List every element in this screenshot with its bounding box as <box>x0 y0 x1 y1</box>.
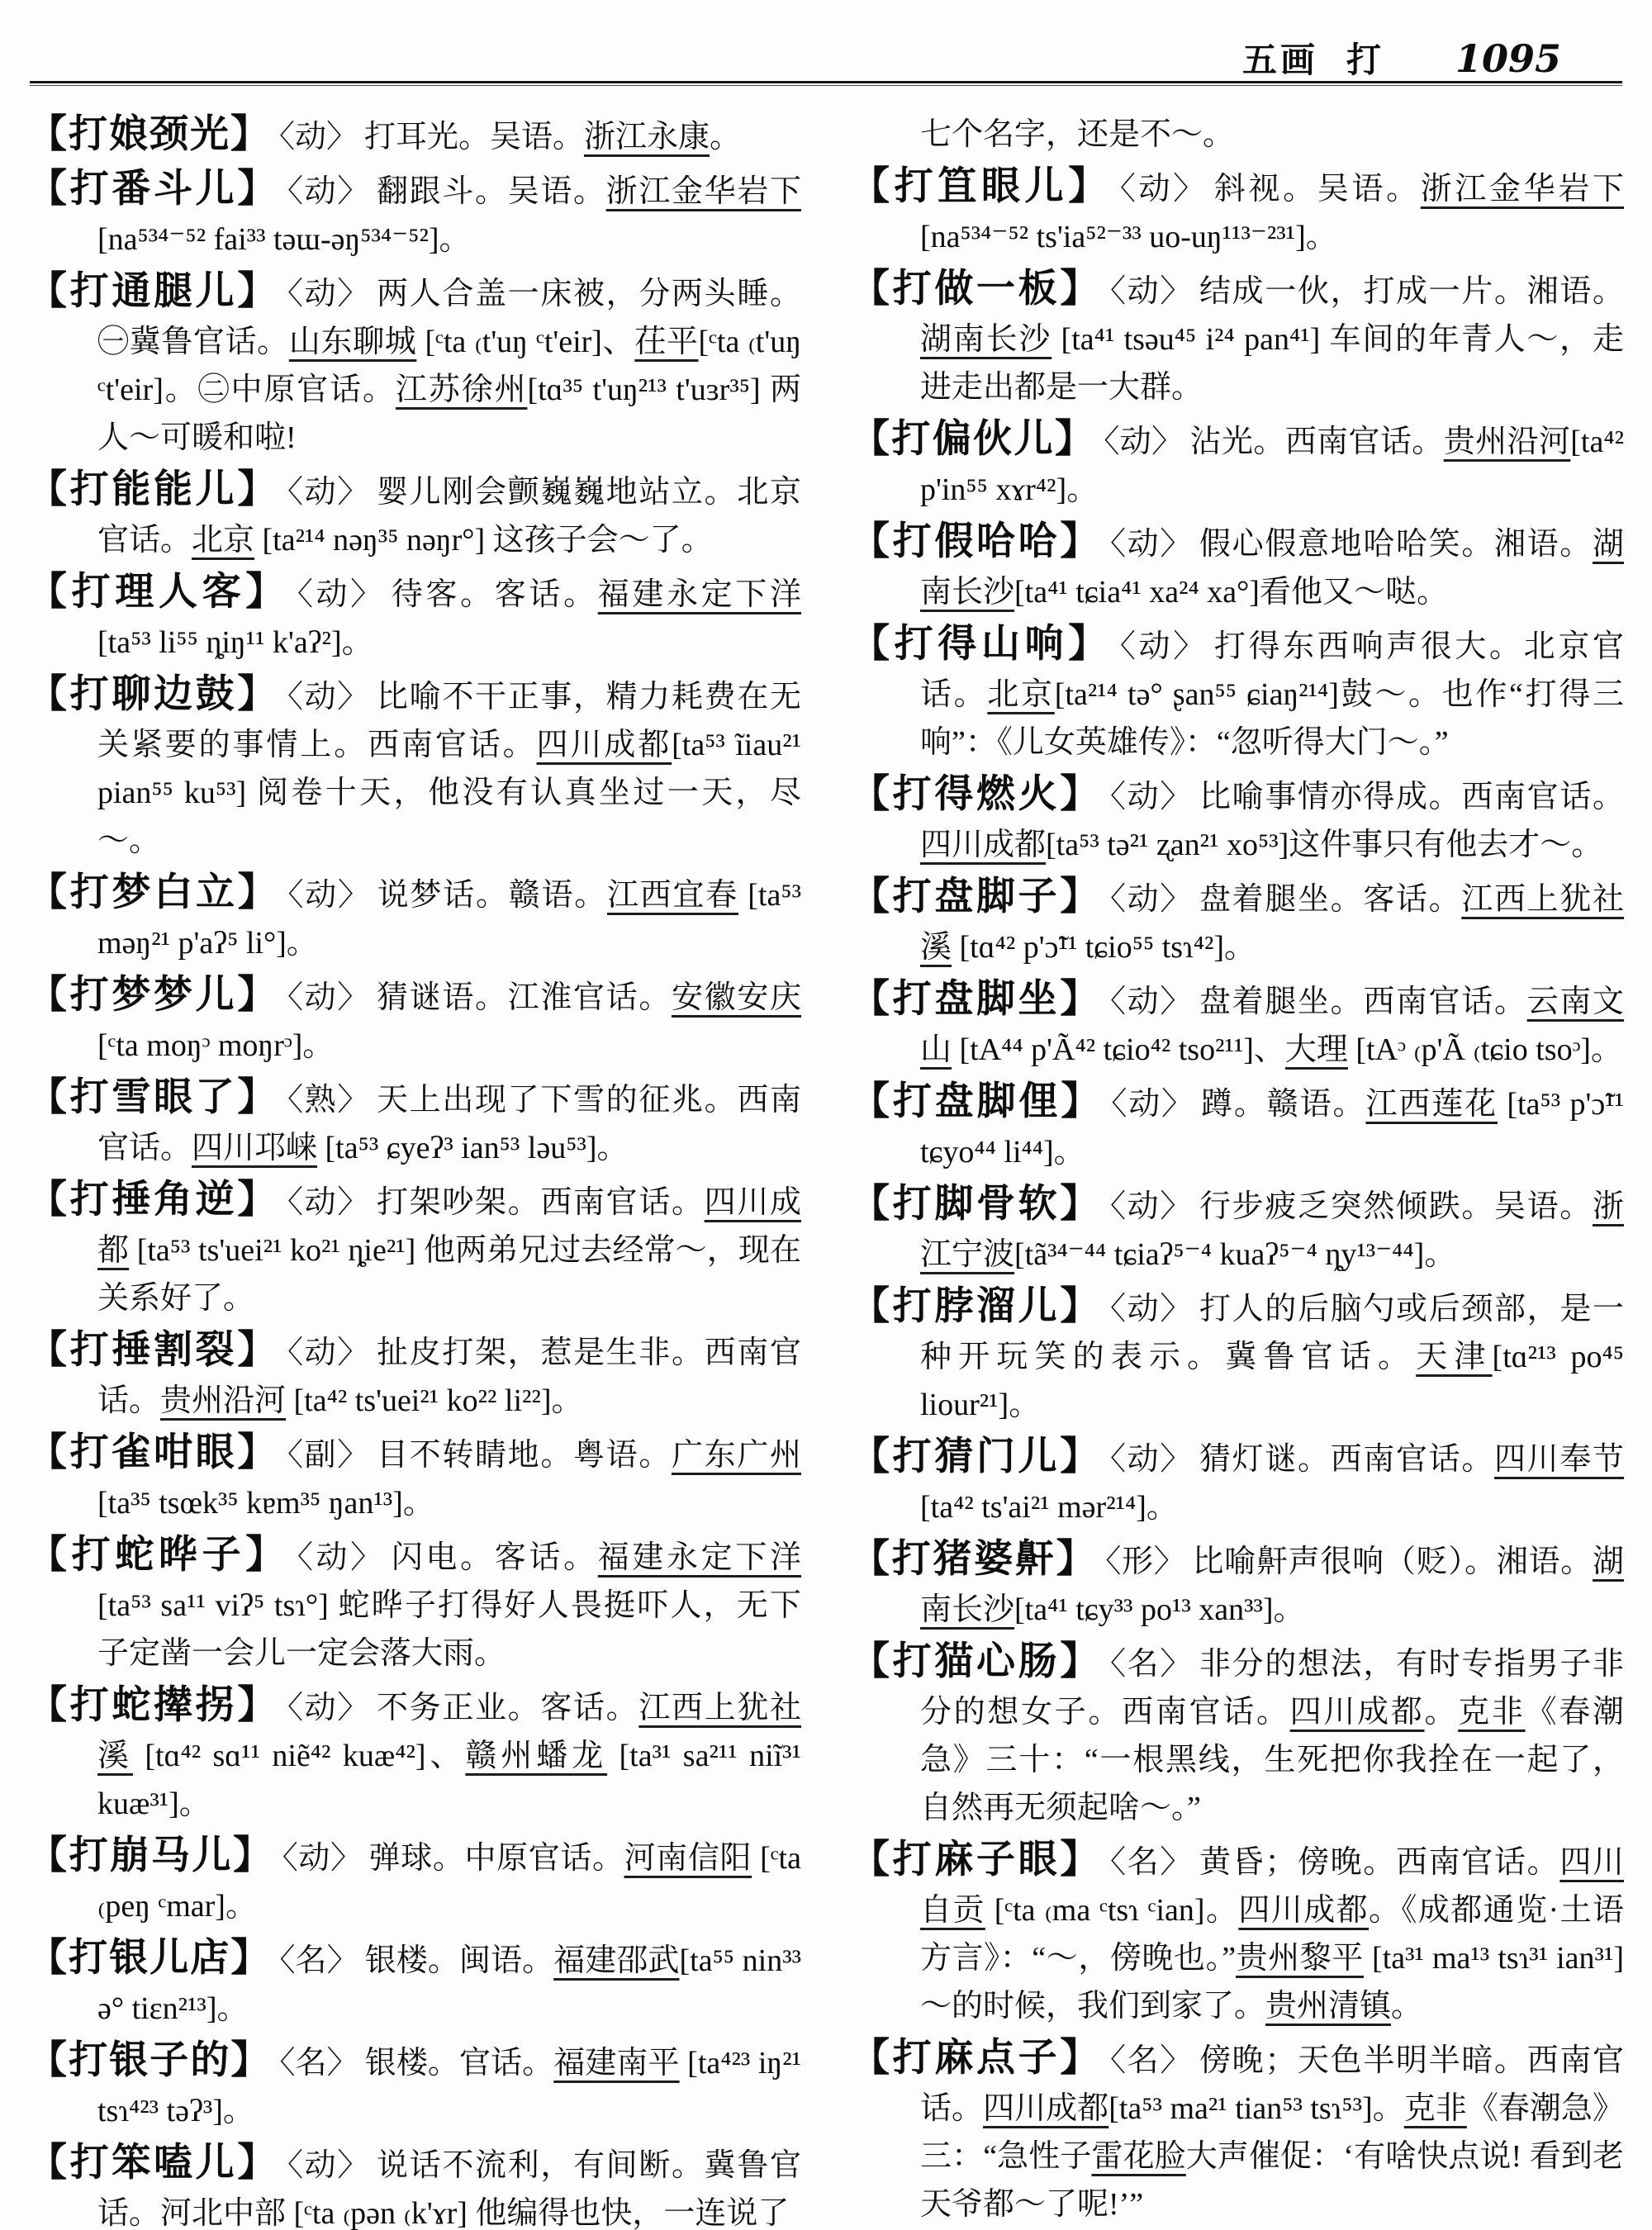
place-name: 茌平 <box>634 325 699 359</box>
entry-text-run: 比喻事情亦得成。西南官话。 <box>1199 780 1624 814</box>
part-of-speech-label: 〈动〉 <box>1119 172 1208 206</box>
entry-text-run: [ᶜta ₍ma ᶜtsɿ ᶜian]。 <box>985 1893 1239 1928</box>
dictionary-entry <box>28 268 801 462</box>
part-of-speech-label: 〈动〉 <box>1110 882 1193 917</box>
entry-text-run: 比喻鼾声很响（贬）。湘语。 <box>1192 1544 1593 1579</box>
section-label: 五画 <box>1241 42 1318 80</box>
entry-text-run: 蹲。赣语。 <box>1201 1087 1366 1122</box>
part-of-speech-label: 〈动〉 <box>1110 527 1193 562</box>
entry-headword: 【打蛇晔子】 <box>28 1534 289 1577</box>
place-name: 浙江金华岩下 <box>1420 172 1624 206</box>
entry-headword: 【打盘脚坐】 <box>851 978 1102 1021</box>
entry-text-run: 。《成都通览·土语方言》：“～，傍晚也。” <box>920 1893 1624 1976</box>
place-name: 大理 <box>1284 1032 1348 1067</box>
entry-text-run: [tã³⁴⁻⁴⁴ tɕiaʔ⁵⁻⁴ kuaʔ⁵⁻⁴ ȵy¹³⁻⁴⁴]。 <box>1014 1237 1456 1272</box>
right-column <box>851 111 1624 2230</box>
entry-text-run: 说话不流利，有间断。冀鲁官话。 <box>97 2148 801 2230</box>
part-of-speech-label: 〈动〉 <box>287 2148 370 2183</box>
part-of-speech-label: 〈动〉 <box>1119 629 1208 664</box>
entry-text-run: [ᶜta moŋᵓ moŋrᵓ]。 <box>97 1028 335 1063</box>
dictionary-entry <box>28 2037 801 2135</box>
running-head <box>1242 33 1561 83</box>
dictionary-entry <box>851 1283 1624 1429</box>
part-of-speech-label: 〈动〉 <box>287 1336 370 1370</box>
entry-headword: 【打盘脚俚】 <box>851 1080 1104 1123</box>
dictionary-entry <box>28 568 801 667</box>
entry-text-run: [ta⁴¹ tɕy³³ po¹³ xan³³]。 <box>1014 1592 1305 1627</box>
entry-text-run: 。 <box>710 120 742 154</box>
dictionary-entry <box>28 466 801 564</box>
entry-text-run: 打耳光。吴语。 <box>364 120 585 154</box>
dictionary-entry <box>28 869 801 967</box>
place-name: 四川奉节 <box>1493 1442 1624 1477</box>
entry-text-run: 非分的想法，有时专指男子非分的想女子。西南官话。 <box>920 1647 1624 1729</box>
entry-headword: 【打番斗儿】 <box>28 168 279 211</box>
entry-text-run: [ta⁵³ tə²¹ ʐan²¹ xo⁵³]这件事只有他去才～。 <box>1046 828 1603 862</box>
dictionary-entry <box>28 971 801 1070</box>
dictionary-entry <box>28 1074 801 1172</box>
part-of-speech-label: 〈动〉 <box>287 1691 370 1725</box>
dictionary-columns <box>28 111 1624 2230</box>
dictionary-entry <box>851 265 1624 411</box>
part-of-speech-label: 〈动〉 <box>287 1185 370 1220</box>
place-name: 江西上犹社溪 <box>97 1691 801 1773</box>
place-name: 克非 <box>1403 2091 1467 2126</box>
dictionary-entry <box>28 671 801 865</box>
dictionary-entry <box>28 1531 801 1677</box>
entry-headword: 【打猫心肠】 <box>851 1640 1102 1683</box>
entry-text-run: 打得东西响声很大。北京官话。 <box>920 629 1624 712</box>
entry-headword: 【打猪婆鼾】 <box>851 1538 1098 1581</box>
entry-text-run: 银楼。官话。 <box>364 2046 554 2081</box>
place-name: 四川成都 <box>920 828 1047 862</box>
entry-text-run: 目不转睛地。粤语。 <box>377 1438 672 1473</box>
place-name: 四川成都 <box>536 728 672 762</box>
entry-text-run: 黄昏；傍晚。西南官话。 <box>1199 1845 1560 1880</box>
entry-headword: 【打捶割裂】 <box>28 1329 279 1372</box>
place-name: 浙江永康 <box>584 120 710 154</box>
entry-headword: 【打麻点子】 <box>851 2037 1102 2080</box>
place-name: 贵州黎平 <box>1236 1941 1364 1976</box>
part-of-speech-label: 〈副〉 <box>287 1438 370 1473</box>
place-name: 四川邛崃 <box>192 1131 318 1165</box>
entry-text-run: [ta³¹ ma¹³ tsɿ³¹ ian³¹] ～的时候，我们到家了。 <box>920 1941 1624 2024</box>
entry-text-run: [ta³⁵ tsœk³⁵ kɐm³⁵ ŋan¹³]。 <box>97 1486 434 1521</box>
entry-text-run: 《春潮急》三：“急性子 <box>920 2091 1624 2174</box>
entry-text-run: [ta²¹⁴ tə° ʂan⁵⁵ ɕiaŋ²¹⁴]鼓～。也作“打得三响”：《儿女英雄传》：“忽听得大门～。” <box>920 677 1624 760</box>
entry-text-run: [ta⁵³ sa¹¹ viʔ⁵ tsɿ°] 蛇晔子打得好人畏挺吓人，无下子定凿一会儿一定会落大雨。 <box>97 1588 801 1671</box>
entry-continuation <box>851 111 1624 159</box>
dictionary-entry <box>28 165 801 263</box>
part-of-speech-label: 〈名〉 <box>1110 1647 1193 1682</box>
left-column <box>28 111 801 2230</box>
entry-text-run: [ta⁴¹ tɕia⁴¹ xa²⁴ xa°]看他又～哒。 <box>1014 575 1448 610</box>
place-name: 湖南长沙 <box>920 527 1624 610</box>
entry-text-run: 天上出现了下雪的征兆。西南官话。 <box>97 1083 801 1165</box>
entry-text-run: [ta⁵³ ma²¹ tian⁵³ tsɿ⁵³]。 <box>1108 2091 1404 2126</box>
entry-headword: 【打假哈哈】 <box>851 520 1102 563</box>
place-name: 四川成都 <box>97 1185 801 1268</box>
entry-text-run: [ᶜta ₍pən ₍k'ɤr] 他编得也快，一连说了 <box>286 2196 790 2230</box>
part-of-speech-label: 〈动〉 <box>1110 985 1193 1019</box>
entry-text-run: [ᶜta ₍t'uŋ ᶜt'eir]。㊁中原官话。 <box>97 325 801 407</box>
part-of-speech-label: 〈动〉 <box>1110 780 1193 814</box>
entry-text-run: [na⁵³⁴⁻⁵² ts'ia⁵²⁻³³ uo-uŋ¹¹³⁻²³¹]。 <box>920 220 1337 254</box>
part-of-speech-label: 〈动〉 <box>287 680 370 714</box>
place-name: 四川成都 <box>1289 1695 1425 1729</box>
entry-text-run: [ta⁴² ts'uei²¹ ko²² li²²]。 <box>286 1383 583 1418</box>
entry-text-run: [ta⁵³ ts'uei²¹ ko²¹ ȵie²¹] 他两弟兄过去经常～，现在关系好了。 <box>97 1233 801 1316</box>
part-of-speech-label: 〈动〉 <box>1111 1087 1194 1122</box>
place-name: 赣州蟠龙 <box>465 1739 608 1773</box>
entry-text-run: 弹球。中原官话。 <box>368 1841 624 1876</box>
part-of-speech-label: 〈动〉 <box>1110 274 1193 309</box>
dictionary-entry <box>851 2034 1624 2228</box>
dictionary-entry <box>851 1638 1624 1832</box>
dictionary-entry <box>28 1176 801 1322</box>
place-name: 天津 <box>1416 1340 1493 1374</box>
place-name: 广东广州 <box>671 1438 801 1473</box>
part-of-speech-label: 〈名〉 <box>279 2046 358 2081</box>
entry-text-run: [tA⁴⁴ p'Ã⁴² tɕio⁴² tso²¹¹]、 <box>952 1032 1285 1067</box>
entry-headword: 【打理人客】 <box>28 571 289 614</box>
entry-headword: 【打聊边鼓】 <box>28 673 279 716</box>
entry-text-run: 不务正业。客话。 <box>377 1691 639 1725</box>
place-name: 四川自贡 <box>920 1845 1624 1928</box>
place-name: 浙江金华岩下 <box>605 174 801 209</box>
entry-headword: 【打得燃火】 <box>851 773 1102 816</box>
entry-headword: 【打偏伙儿】 <box>851 418 1096 461</box>
entry-text-run: [ᶜta ₍peŋ ᶜmar]。 <box>97 1841 801 1924</box>
entry-text-run: [ta⁴² ts'ai²¹ mər²¹⁴]。 <box>920 1490 1178 1525</box>
entry-headword: 【打崩马儿】 <box>28 1834 274 1877</box>
entry-text-run: [ta³¹ sa²¹¹ niĩ³¹ kuæ³¹]。 <box>97 1739 801 1821</box>
entry-text-run: 猜灯谜。西南官话。 <box>1199 1442 1494 1477</box>
part-of-speech-label: 〈动〉 <box>1110 1189 1193 1224</box>
entry-text-run: 翻跟斗。吴语。 <box>377 174 606 209</box>
entry-text-run: 傍晚；天色半明半暗。西南官话。 <box>920 2043 1624 2126</box>
entry-text-run: [ᶜta ₍t'uŋ ᶜt'eir]、 <box>416 325 635 359</box>
entry-text-run: 假心假意地哈哈笑。湘语。 <box>1199 527 1593 562</box>
part-of-speech-label: 〈动〉 <box>297 577 385 612</box>
entry-text-run: 。 <box>1424 1695 1459 1729</box>
entry-headword: 【打捶角逆】 <box>28 1179 279 1222</box>
entry-headword: 【打雀咁眼】 <box>28 1431 279 1474</box>
place-name: 湖南长沙 <box>920 322 1052 357</box>
part-of-speech-label: 〈动〉 <box>1104 425 1184 459</box>
part-of-speech-label: 〈动〉 <box>287 475 370 510</box>
entry-text-run: [ta⁴² p'in⁵⁵ xɤr⁴²]。 <box>920 425 1624 507</box>
dictionary-entry <box>851 1836 1624 2030</box>
entry-headword: 【打脚骨软】 <box>851 1183 1102 1226</box>
place-name: 云南文山 <box>920 985 1624 1067</box>
dictionary-entry <box>851 163 1624 261</box>
entry-text-run: [ta⁴¹ tsəu⁴⁵ i²⁴ pan⁴¹] 车间的年青人～，走进走出都是一大群。 <box>920 322 1624 405</box>
entry-headword: 【打梦白立】 <box>28 871 280 914</box>
entry-headword: 【打蛇撵拐】 <box>28 1684 279 1727</box>
entry-text-run: 说梦话。赣语。 <box>377 878 607 913</box>
dictionary-entry <box>851 1180 1624 1279</box>
part-of-speech-label: 〈熟〉 <box>287 1083 370 1117</box>
place-name: 贵州沿河 <box>160 1383 287 1418</box>
entry-text-run: [tɑ²¹³ po⁴⁵ liour²¹]。 <box>920 1340 1624 1422</box>
entry-text-run: 猜谜语。江淮官话。 <box>377 980 672 1015</box>
entry-text-run: 待客。客话。 <box>391 577 598 612</box>
place-name: 浙江宁波 <box>920 1189 1624 1272</box>
entry-headword: 【打银儿店】 <box>28 1937 272 1980</box>
entry-headword: 【打笨嗑儿】 <box>28 2142 279 2185</box>
entry-text-run: 盘着腿坐。客话。 <box>1199 882 1462 917</box>
entry-headword: 【打娘颈光】 <box>28 113 271 156</box>
dictionary-entry <box>28 2139 801 2230</box>
dictionary-entry <box>851 415 1624 514</box>
place-name: 北京 <box>987 677 1055 712</box>
entry-text-run: [ta⁵³ ĩiau²¹ pian⁵⁵ ku⁵³] 阅卷十天，他没有认真坐过一天，尽～。 <box>97 728 801 858</box>
entry-headword: 【打脖溜儿】 <box>851 1285 1102 1328</box>
dictionary-entry <box>851 1433 1624 1531</box>
dictionary-entry <box>851 1535 1624 1634</box>
entry-text-run: [tɑ⁴² sɑ¹¹ niẽ⁴² kuæ⁴²]、 <box>132 1739 466 1773</box>
dictionary-entry <box>28 1429 801 1527</box>
entry-text-run: 沾光。西南官话。 <box>1189 425 1444 459</box>
entry-headword: 【打盘脚子】 <box>851 875 1102 918</box>
entry-text-run: [tɑ³⁵ t'uŋ²¹³ t'uɜr³⁵] 两人～可暖和啦! <box>97 372 801 455</box>
entry-text-run: [na⁵³⁴⁻⁵² fai³³ təɯ-əŋ⁵³⁴⁻⁵²]。 <box>97 222 471 257</box>
entry-text-run: [ta⁵³ li⁵⁵ ȵiŋ¹¹ k'aʔ²]。 <box>97 625 373 660</box>
place-name: 福建永定下洋 <box>597 577 801 612</box>
entry-text-run: 银楼。闽语。 <box>364 1943 554 1978</box>
place-name: 湖南长沙 <box>920 1544 1624 1627</box>
entry-headword: 【打通腿儿】 <box>28 270 279 313</box>
place-name: 江西宜春 <box>607 878 738 913</box>
entry-text-run: 行步疲乏突然倾跌。吴语。 <box>1199 1189 1593 1224</box>
entry-text-run: 打人的后脑勺或后颈部，是一种开玩笑的表示。冀鲁官话。 <box>920 1292 1624 1374</box>
entry-headword: 【打银子的】 <box>28 2039 272 2082</box>
entry-headword: 【打笡眼儿】 <box>851 165 1112 208</box>
part-of-speech-label: 〈动〉 <box>287 174 370 209</box>
part-of-speech-label: 〈名〉 <box>1110 1845 1193 1880</box>
place-name: 山东聊城 <box>288 325 417 359</box>
entry-headword: 【打猜门儿】 <box>851 1435 1102 1478</box>
entry-headword: 【打做一板】 <box>851 268 1102 311</box>
place-name: 江西莲花 <box>1365 1087 1498 1122</box>
entry-text-run: 结成一伙，打成一片。湘语。 <box>1199 274 1624 309</box>
entry-text-run: 两人合盖一床被，分两头睡。㊀冀鲁官话。 <box>97 277 801 359</box>
page-header <box>28 13 1624 81</box>
place-name: 河南信阳 <box>624 1841 752 1876</box>
part-of-speech-label: 〈形〉 <box>1105 1544 1186 1579</box>
part-of-speech-label: 〈动〉 <box>287 878 371 913</box>
place-name: 福建永定下洋 <box>597 1540 801 1575</box>
place-name: 安徽安庆 <box>671 980 801 1015</box>
place-name: 福建南平 <box>553 2046 680 2081</box>
dictionary-entry <box>851 518 1624 616</box>
dictionary-entry <box>851 873 1624 971</box>
entry-text-run: [ta⁴²³ iŋ²¹ tsɿ⁴²³ təʔ³]。 <box>97 2046 801 2128</box>
place-name: 贵州沿河 <box>1443 425 1571 459</box>
entry-text-run: [ta⁵⁵ nin³³ ə° tiɛn²¹³]。 <box>97 1943 801 2026</box>
entry-text-run: 七个名字，还是不～。 <box>920 117 1235 152</box>
entry-text-run: 扯皮打架，惹是生非。西南官话。 <box>97 1336 801 1418</box>
entry-text-run: 婴儿刚会颤巍巍地站立。北京官话。 <box>97 475 801 558</box>
entry-text-run: 大声催促：‘有啥快点说! 看到老天爷都～了呢!’” <box>920 2139 1624 2222</box>
dictionary-entry <box>28 111 801 161</box>
entry-text-run: 。 <box>1391 1989 1423 2024</box>
entry-text-run: 打架吵架。西南官话。 <box>377 1185 705 1220</box>
dictionary-entry <box>28 1832 801 1930</box>
entry-headword: 【打雪眼了】 <box>28 1076 279 1119</box>
place-name: 四川成都 <box>983 2091 1109 2126</box>
entry-text-run: [tɑ⁴² p'ɔ̃¹¹ tɕio⁵⁵ tsɿ⁴²]。 <box>952 930 1256 965</box>
place-name: 四川成都 <box>1238 1893 1370 1928</box>
dictionary-entry <box>28 1326 801 1425</box>
entry-text-run: 盘着腿坐。西南官话。 <box>1199 985 1527 1019</box>
entry-text-run: 闪电。客话。 <box>391 1540 598 1575</box>
entry-headword: 【打能能儿】 <box>28 468 279 511</box>
page-number: 1095 <box>1455 36 1561 81</box>
dictionary-entry <box>28 1934 801 2033</box>
part-of-speech-label: 〈动〉 <box>297 1540 385 1575</box>
entry-text-run: [tAᵓ ₍p'Ã ₍tɕio tsoᵓ]。 <box>1347 1032 1622 1067</box>
part-of-speech-label: 〈动〉 <box>1110 1442 1193 1477</box>
place-name: 雷花脸 <box>1091 2139 1186 2174</box>
place-name: 克非 <box>1458 1695 1526 1729</box>
dictionary-entry <box>851 620 1624 766</box>
entry-headword: 【打得山响】 <box>851 623 1112 666</box>
place-name: 河北中部 <box>160 2196 287 2230</box>
radical-label: 打 <box>1346 42 1384 80</box>
entry-headword: 【打梦梦儿】 <box>28 974 279 1017</box>
part-of-speech-label: 〈动〉 <box>282 1841 363 1876</box>
entry-text-run: 比喻不干正事，精力耗费在无关紧要的事情上。西南官话。 <box>97 680 801 762</box>
entry-headword: 【打麻子眼】 <box>851 1839 1102 1881</box>
entry-text-run: [ta²¹⁴ nəŋ³⁵ nəŋr°] 这孩子会～了。 <box>254 523 713 558</box>
place-name: 江苏徐州 <box>395 372 528 407</box>
entry-text-run: 《春潮急》三十：“一根黑线，生死把你我拴在一起了，自然再无须起啥～。” <box>920 1695 1624 1825</box>
dictionary-entry <box>851 975 1624 1074</box>
part-of-speech-label: 〈动〉 <box>287 277 370 311</box>
part-of-speech-label: 〈动〉 <box>279 120 358 154</box>
part-of-speech-label: 〈名〉 <box>279 1943 358 1978</box>
place-name: 江西上犹社溪 <box>920 882 1624 965</box>
entry-text-run: [ta⁵³ məŋ²¹ p'aʔ⁵ li°]。 <box>97 878 801 961</box>
dictionary-entry <box>851 1078 1624 1176</box>
dictionary-entry <box>28 1682 801 1828</box>
part-of-speech-label: 〈名〉 <box>1110 2043 1193 2078</box>
entry-text-run: [ta⁵³ ɕyeʔ³ ian⁵³ ləu⁵³]。 <box>317 1131 629 1165</box>
part-of-speech-label: 〈动〉 <box>287 980 370 1015</box>
place-name: 贵州清镇 <box>1265 1989 1392 2024</box>
entry-text-run: 斜视。吴语。 <box>1213 172 1421 206</box>
place-name: 福建邵武 <box>553 1943 680 1978</box>
dictionary-entry <box>851 771 1624 869</box>
part-of-speech-label: 〈动〉 <box>1110 1292 1193 1326</box>
place-name: 北京 <box>192 523 255 558</box>
entry-text-run: [ta⁵³ p'ɔ̃¹¹ tɕyo⁴⁴ li⁴⁴]。 <box>920 1087 1624 1170</box>
